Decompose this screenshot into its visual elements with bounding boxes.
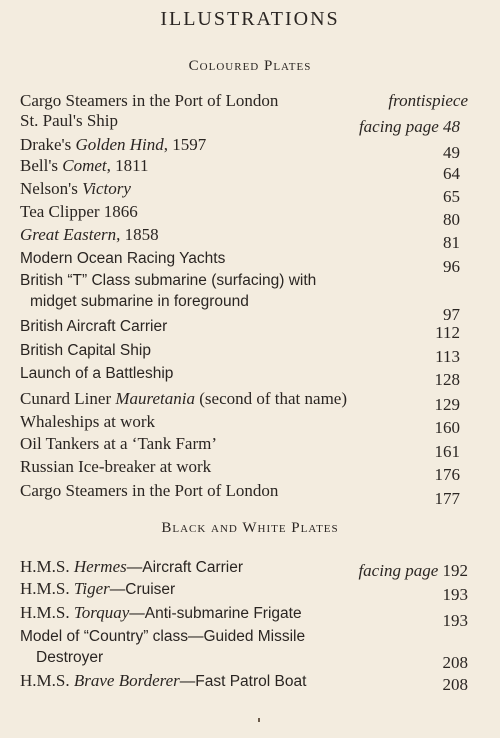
section-heading-bw: Black and White Plates (161, 520, 339, 536)
page-title: ILLUSTRATIONS (160, 8, 340, 30)
book-page: ILLUSTRATIONS Coloured Plates Cargo Steamers in the Port of London frontispiece St. Paul's Ship facing page 48 Drake's Golden Hind, 1597 49 Bell's Comet, 1811 64 Nelson's Victory 65 Tea Clipper 1866 80 Great Eastern, 1858 81 Modern Ocean Racing Yachts 96 British “T” Class submarine (surfacing) with midget submarine in foreground 97 British Aircraft Carrier 112 British Capital Ship 113 Launch of a Battleship 128 Cunard Liner Mauretania (second of that name) 129 Whaleships at work 160 Oil Tankers at a ‘Tank Farm’ 161 Russian Ice-breaker at work 176 Cargo Steamers in the Port of London 177 Black and White Plates H.M.S. Hermes—Aircraft Carrier facing page 192 H.M.S. Tiger—Cruiser 193 H.M.S. Torquay—Anti-submarine Frigate 193 Model of “Country” class—Guided Missile Destroyer 208 H.M.S. Brave Borderer—Fast Patrol Boat 208 (0, 0, 500, 738)
section-heading-coloured: Coloured Plates (188, 58, 312, 74)
ink-speck (258, 718, 260, 722)
